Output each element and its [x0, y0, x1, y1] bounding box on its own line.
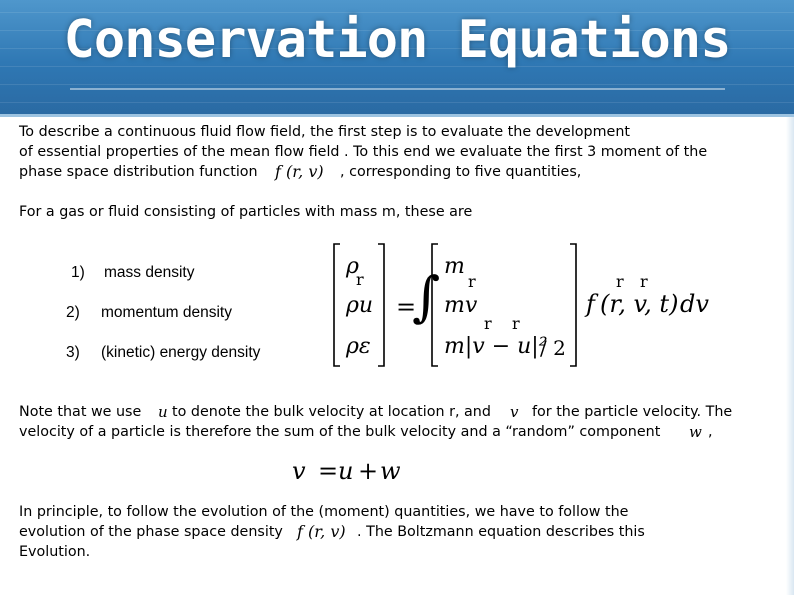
rhs-energy: m|v − u|² — [444, 334, 548, 359]
vel-v: v — [292, 457, 306, 485]
equals-sign: = — [396, 293, 417, 321]
intro-line-3a: phase space distribution function — [19, 164, 258, 180]
note-line-2-end: , — [708, 424, 713, 440]
symbol-v: v — [510, 403, 519, 421]
gas-line: For a gas or fluid consisting of particles with mass m, these are — [19, 204, 473, 220]
differential-dv: dv — [680, 290, 709, 318]
intro-line-2: of essential properties of the mean flow field . To this end we evaluate the first 3 moment of the — [19, 144, 708, 160]
intro-line-3b: , corresponding to five quantities, — [340, 164, 582, 180]
note-line-1a: Note that we use — [19, 404, 142, 420]
lhs-rho-epsilon: ρε — [346, 334, 371, 359]
symbol-w: w — [689, 423, 702, 441]
principle-line-2a: evolution of the phase space density — [19, 524, 283, 540]
integral-sign: ∫ — [412, 265, 441, 328]
quantity-label-1: mass density — [104, 264, 195, 281]
principle-line-3: Evolution. — [19, 544, 91, 560]
function-notation-2: f (r, v) — [297, 522, 346, 541]
principle-line-1: In principle, to follow the evolution of the (moment) quantities, we have to follow the — [19, 504, 629, 520]
title-banner — [0, 0, 794, 114]
slide-edge — [786, 117, 794, 595]
vel-w: w — [380, 457, 401, 485]
quantity-label-3: (kinetic) energy density — [101, 344, 261, 361]
vector-arrow-u: r — [356, 270, 364, 289]
lhs-rho-u: ρu — [346, 293, 374, 318]
function-notation: f (r, v) — [275, 162, 324, 181]
quantity-label-2: momentum density — [101, 304, 232, 321]
banner-divider — [0, 114, 794, 117]
distribution-f: f — [586, 290, 595, 318]
lhs-rho: ρ — [346, 254, 359, 279]
note-line-2: velocity of a particle is therefore the sum of the bulk velocity and a “random” component — [19, 424, 661, 440]
intro-line-1: To describe a continuous fluid flow field, the first step is to evaluate the development — [19, 124, 631, 140]
distribution-args: (r, v, t) — [600, 290, 679, 318]
vector-arrow-v3: r — [640, 272, 648, 291]
page-title: Conservation Equations — [63, 10, 731, 70]
vector-arrow-v: r — [468, 272, 476, 291]
note-line-1b: to denote the bulk velocity at location r, and — [172, 404, 491, 420]
rhs-momentum: mv — [444, 293, 478, 318]
rhs-half: / 2 — [540, 336, 566, 360]
vel-u: u — [338, 457, 354, 485]
quantity-number-3: 3) — [66, 344, 80, 361]
vector-arrow-r: r — [616, 272, 624, 291]
vel-plus: + — [358, 457, 379, 485]
symbol-u: u — [158, 403, 168, 421]
vel-equals: = — [318, 457, 339, 485]
quantity-number-2: 2) — [66, 304, 80, 321]
vector-arrow-v2: r — [484, 314, 492, 333]
title-underline — [70, 88, 725, 90]
note-line-1c: for the particle velocity. The — [532, 404, 733, 420]
vector-arrow-u2: r — [512, 314, 520, 333]
principle-line-2b: . The Boltzmann equation describes this — [357, 524, 645, 540]
rhs-mass: m — [444, 254, 465, 279]
quantity-number-1: 1) — [71, 264, 85, 281]
